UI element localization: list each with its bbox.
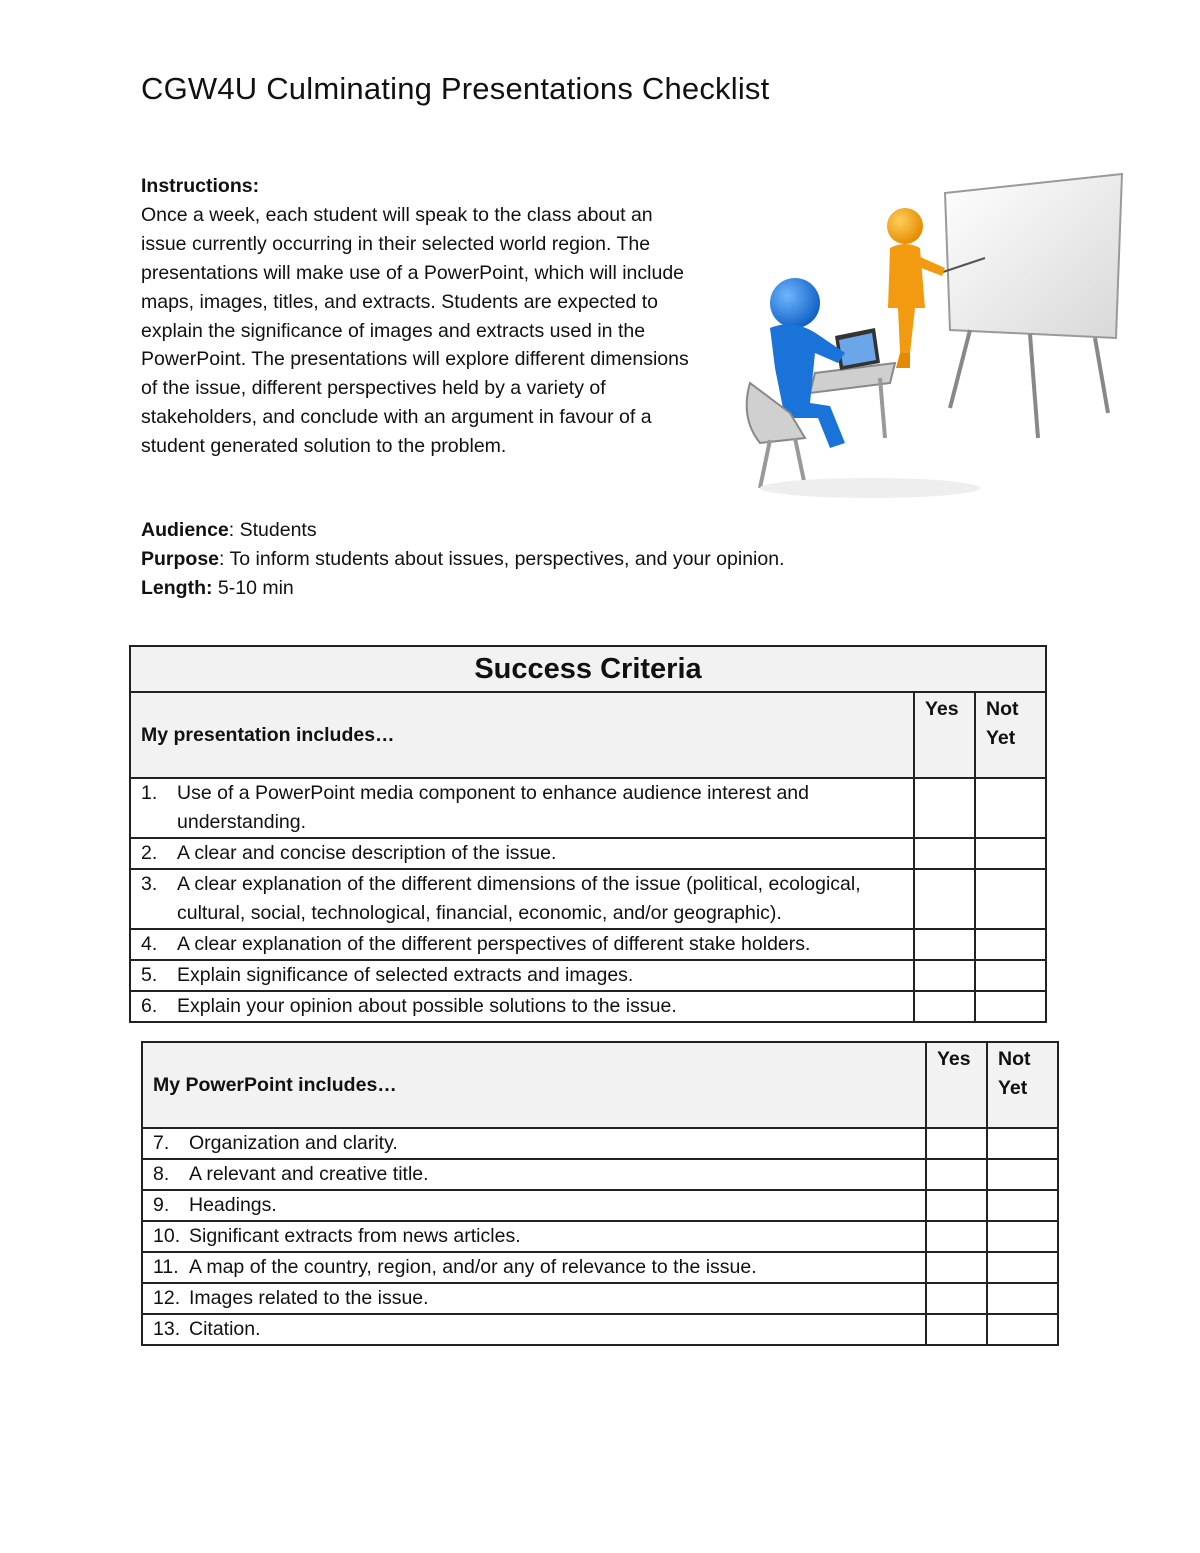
yes-checkbox-cell[interactable]	[914, 991, 975, 1022]
table-row	[142, 1190, 1058, 1221]
yes-checkbox-cell[interactable]	[914, 778, 975, 838]
success-criteria-caption: Success Criteria	[130, 646, 1046, 692]
criterion-number: 9.	[153, 1194, 170, 1216]
table-row	[142, 1221, 1058, 1252]
criterion-cell	[130, 869, 914, 929]
yes-checkbox-cell[interactable]	[926, 1221, 987, 1252]
table-row	[142, 1128, 1058, 1159]
criterion-number: 12.	[153, 1287, 181, 1309]
criterion-cell	[142, 1128, 926, 1159]
criterion-number: 5.	[141, 964, 158, 986]
table-row	[130, 929, 1046, 960]
criterion-text: A relevant and creative title.	[189, 1163, 429, 1185]
yes-checkbox-cell[interactable]	[926, 1314, 987, 1345]
criterion-text: Images related to the issue.	[189, 1287, 429, 1309]
table-row	[142, 1159, 1058, 1190]
yes-checkbox-cell[interactable]	[926, 1283, 987, 1314]
criterion-number: 11.	[153, 1256, 179, 1278]
purpose-label: Purpose	[141, 547, 220, 570]
criterion-cell	[130, 778, 914, 838]
not-yet-column-header: Not Yet	[987, 1042, 1058, 1128]
yes-checkbox-cell[interactable]	[914, 960, 975, 991]
criterion-text: A map of the country, region, and/or any of relevance to the issue.	[189, 1256, 757, 1278]
not-yet-checkbox-cell[interactable]	[975, 960, 1046, 991]
success-criteria-table	[129, 645, 1047, 1023]
not-yet-checkbox-cell[interactable]	[987, 1221, 1058, 1252]
length-value: 5-10 min	[212, 576, 294, 599]
criterion-number: 3.	[141, 873, 158, 895]
yes-checkbox-cell[interactable]	[926, 1190, 987, 1221]
table-row	[142, 1314, 1058, 1345]
yes-checkbox-cell[interactable]	[914, 929, 975, 960]
not-yet-checkbox-cell[interactable]	[975, 869, 1046, 929]
criterion-number: 8.	[153, 1163, 170, 1185]
yes-checkbox-cell[interactable]	[926, 1252, 987, 1283]
audience-value: : Students	[228, 519, 317, 541]
yes-checkbox-cell[interactable]	[914, 869, 975, 929]
not-yet-checkbox-cell[interactable]	[975, 838, 1046, 869]
criterion-number: 6.	[141, 995, 158, 1017]
not-yet-checkbox-cell[interactable]	[987, 1283, 1058, 1314]
not-yet-column-header: Not Yet	[975, 692, 1046, 778]
instructions-label: Instructions:	[141, 175, 260, 197]
criterion-text: Significant extracts from news articles.	[189, 1225, 521, 1247]
yes-column-header: Yes	[914, 692, 975, 778]
powerpoint-header: My PowerPoint includes…	[142, 1042, 926, 1128]
yes-checkbox-cell[interactable]	[926, 1159, 987, 1190]
criterion-cell	[142, 1252, 926, 1283]
not-yet-checkbox-cell[interactable]	[987, 1190, 1058, 1221]
criterion-cell	[142, 1221, 926, 1252]
presentation-header: My presentation includes…	[130, 692, 914, 778]
table-row	[142, 1252, 1058, 1283]
table-row	[130, 869, 1046, 929]
instructions-text: Once a week, each student will speak to the class about an issue currently occurring in their selected world region. The presentations will make use of a PowerPoint, which will include maps, images, titles, and extracts. Students are expected to explain the significance of images and extracts used in the PowerPoint. The presentations will explore different dimensions of the issue, different perspectives held by a variety of stakeholders, and conclude with an argument in favour of a student generated solution to the problem.	[141, 203, 689, 458]
not-yet-checkbox-cell[interactable]	[987, 1128, 1058, 1159]
criterion-cell	[142, 1314, 926, 1345]
not-yet-checkbox-cell[interactable]	[975, 991, 1046, 1022]
criterion-text: Headings.	[189, 1194, 277, 1216]
criterion-text: A clear explanation of the different perspectives of different stake holders.	[177, 933, 811, 955]
powerpoint-criteria-table	[141, 1041, 1059, 1346]
table-row	[130, 991, 1046, 1022]
audience-label: Audience	[141, 519, 229, 541]
length-line	[141, 574, 901, 603]
criterion-cell	[130, 991, 914, 1022]
presentation-figures-icon	[730, 168, 1130, 503]
criterion-number: 4.	[141, 933, 158, 955]
criterion-cell	[130, 838, 914, 869]
not-yet-checkbox-cell[interactable]	[987, 1252, 1058, 1283]
yes-column-header: Yes	[926, 1042, 987, 1128]
length-label: Length:	[141, 576, 213, 599]
criterion-text: Organization and clarity.	[189, 1132, 398, 1154]
meta-block	[141, 516, 901, 603]
instructions-block	[141, 172, 701, 461]
criterion-cell	[130, 929, 914, 960]
purpose-value: : To inform students about issues, perspectives, and your opinion.	[219, 547, 785, 570]
criterion-text: Explain your opinion about possible solutions to the issue.	[177, 995, 677, 1017]
criterion-cell	[142, 1283, 926, 1314]
criterion-number: 13.	[153, 1318, 181, 1340]
criterion-text: A clear explanation of the different dimensions of the issue (political, ecological, cultural, social, technological, financial, economic, and/or geographic).	[177, 873, 861, 924]
criterion-cell	[130, 960, 914, 991]
criterion-cell	[142, 1159, 926, 1190]
page-title: CGW4U Culminating Presentations Checklist	[141, 71, 770, 106]
criterion-number: 10.	[153, 1225, 181, 1247]
criterion-text: A clear and concise description of the issue.	[177, 842, 557, 864]
table-row	[130, 838, 1046, 869]
table-row	[142, 1283, 1058, 1314]
not-yet-checkbox-cell[interactable]	[987, 1314, 1058, 1345]
criterion-number: 1.	[141, 782, 158, 804]
table-row	[130, 778, 1046, 838]
purpose-line	[141, 545, 901, 574]
table-row	[130, 960, 1046, 991]
yes-checkbox-cell[interactable]	[926, 1128, 987, 1159]
not-yet-checkbox-cell[interactable]	[975, 929, 1046, 960]
not-yet-checkbox-cell[interactable]	[987, 1159, 1058, 1190]
criterion-text: Citation.	[189, 1318, 261, 1340]
criterion-number: 2.	[141, 842, 158, 864]
audience-line	[141, 516, 901, 545]
criterion-text: Use of a PowerPoint media component to enhance audience interest and understanding.	[177, 782, 809, 833]
criterion-number: 7.	[153, 1132, 170, 1154]
not-yet-checkbox-cell[interactable]	[975, 778, 1046, 838]
criterion-text: Explain significance of selected extracts and images.	[177, 964, 634, 986]
criterion-cell	[142, 1190, 926, 1221]
yes-checkbox-cell[interactable]	[914, 838, 975, 869]
